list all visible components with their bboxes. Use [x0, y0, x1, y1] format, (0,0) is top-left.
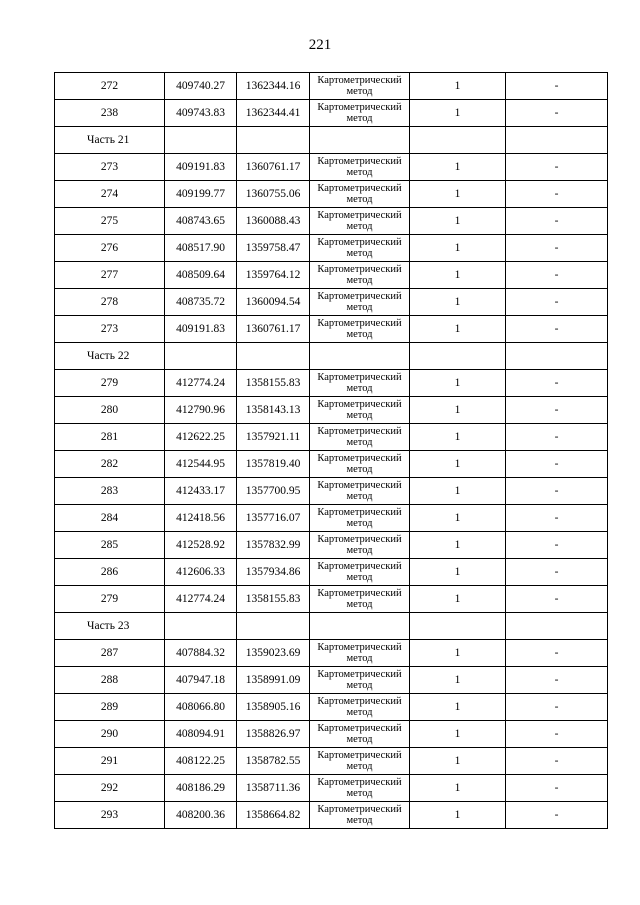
table-row: [55, 73, 608, 100]
method-line1: Картометрический: [317, 318, 402, 329]
coordinate-y-cell: 1360755.06: [237, 181, 310, 208]
coordinate-y-cell: 1359758.47: [237, 235, 310, 262]
coordinate-y-cell: 1357921.11: [237, 424, 310, 451]
note-cell: -: [506, 775, 608, 802]
note-cell: -: [506, 235, 608, 262]
coordinate-x-cell: 412622.25: [165, 424, 237, 451]
coordinate-x-cell: 408186.29: [165, 775, 237, 802]
method-line1: Картометрический: [317, 480, 402, 491]
note-cell: -: [506, 532, 608, 559]
table-row: [55, 586, 608, 613]
method-cell: [310, 586, 410, 613]
method-line1: Картометрический: [317, 102, 402, 113]
coordinate-x-cell: 409740.27: [165, 73, 237, 100]
coordinates-table-body: [55, 73, 608, 829]
coordinate-x-cell: 409191.83: [165, 316, 237, 343]
coordinate-x-cell: 408509.64: [165, 262, 237, 289]
coordinate-x-cell: 408200.36: [165, 802, 237, 829]
method-line1: Картометрический: [317, 561, 402, 572]
accuracy-cell: 1: [410, 181, 506, 208]
method-line2: метод: [346, 113, 373, 124]
method-line1: Картометрический: [317, 669, 402, 680]
method-line1: Картометрический: [317, 372, 402, 383]
empty-cell: [506, 613, 608, 640]
coordinate-x-cell: 408094.91: [165, 721, 237, 748]
method-line2: метод: [346, 572, 373, 583]
empty-cell: [237, 127, 310, 154]
method-cell: [310, 262, 410, 289]
accuracy-cell: 1: [410, 532, 506, 559]
method-line1: Картометрический: [317, 642, 402, 653]
coordinate-y-cell: 1358826.97: [237, 721, 310, 748]
method-line2: метод: [346, 86, 373, 97]
method-line2: метод: [346, 815, 373, 826]
empty-cell: [310, 343, 410, 370]
empty-cell: [410, 127, 506, 154]
coordinate-x-cell: 412774.24: [165, 370, 237, 397]
method-line1: Картометрический: [317, 750, 402, 761]
table-row: [55, 289, 608, 316]
method-cell: [310, 532, 410, 559]
coordinate-y-cell: 1357832.99: [237, 532, 310, 559]
note-cell: -: [506, 100, 608, 127]
coordinate-y-cell: 1358905.16: [237, 694, 310, 721]
empty-cell: [410, 343, 506, 370]
table-row: [55, 748, 608, 775]
empty-cell: [506, 127, 608, 154]
point-number-cell: 281: [55, 424, 165, 451]
coordinate-x-cell: 409743.83: [165, 100, 237, 127]
note-cell: -: [506, 73, 608, 100]
note-cell: -: [506, 424, 608, 451]
coordinate-x-cell: 412544.95: [165, 451, 237, 478]
table-row: [55, 721, 608, 748]
method-line1: Картометрический: [317, 156, 402, 167]
coordinate-x-cell: 412790.96: [165, 397, 237, 424]
method-cell: [310, 721, 410, 748]
point-number-cell: 274: [55, 181, 165, 208]
empty-cell: [237, 343, 310, 370]
method-line2: метод: [346, 248, 373, 259]
note-cell: -: [506, 397, 608, 424]
coordinate-y-cell: 1360761.17: [237, 316, 310, 343]
method-cell: [310, 451, 410, 478]
method-cell: [310, 424, 410, 451]
method-line1: Картометрический: [317, 75, 402, 86]
method-line2: метод: [346, 734, 373, 745]
section-label: Часть 23: [55, 613, 165, 640]
point-number-cell: 275: [55, 208, 165, 235]
coordinate-x-cell: 408735.72: [165, 289, 237, 316]
method-line2: метод: [346, 302, 373, 313]
coordinates-table: [54, 72, 608, 829]
note-cell: -: [506, 559, 608, 586]
note-cell: -: [506, 478, 608, 505]
table-row: [55, 235, 608, 262]
table-row: [55, 532, 608, 559]
table-row: [55, 262, 608, 289]
table-row: [55, 667, 608, 694]
coordinate-x-cell: 412606.33: [165, 559, 237, 586]
method-line2: метод: [346, 707, 373, 718]
point-number-cell: 279: [55, 586, 165, 613]
coordinate-x-cell: 412418.56: [165, 505, 237, 532]
coordinate-y-cell: 1359023.69: [237, 640, 310, 667]
accuracy-cell: 1: [410, 154, 506, 181]
method-cell: [310, 478, 410, 505]
coordinate-x-cell: 412528.92: [165, 532, 237, 559]
method-line2: метод: [346, 275, 373, 286]
coordinate-y-cell: 1358664.82: [237, 802, 310, 829]
coordinate-y-cell: 1357934.86: [237, 559, 310, 586]
accuracy-cell: 1: [410, 424, 506, 451]
method-line2: метод: [346, 680, 373, 691]
method-cell: [310, 505, 410, 532]
method-line2: метод: [346, 464, 373, 475]
method-line2: метод: [346, 437, 373, 448]
point-number-cell: 284: [55, 505, 165, 532]
method-line1: Картометрический: [317, 804, 402, 815]
method-cell: [310, 181, 410, 208]
method-line2: метод: [346, 599, 373, 610]
table-row: [55, 370, 608, 397]
method-line1: Картометрический: [317, 210, 402, 221]
coordinate-x-cell: 409191.83: [165, 154, 237, 181]
coordinate-y-cell: 1357819.40: [237, 451, 310, 478]
method-cell: [310, 370, 410, 397]
point-number-cell: 277: [55, 262, 165, 289]
point-number-cell: 272: [55, 73, 165, 100]
accuracy-cell: 1: [410, 640, 506, 667]
coordinate-x-cell: 408517.90: [165, 235, 237, 262]
point-number-cell: 280: [55, 397, 165, 424]
coordinate-y-cell: 1358155.83: [237, 586, 310, 613]
note-cell: -: [506, 208, 608, 235]
empty-cell: [165, 127, 237, 154]
point-number-cell: 238: [55, 100, 165, 127]
point-number-cell: 293: [55, 802, 165, 829]
method-line1: Картометрический: [317, 588, 402, 599]
method-cell: [310, 100, 410, 127]
method-cell: [310, 802, 410, 829]
note-cell: -: [506, 262, 608, 289]
coordinate-x-cell: 412433.17: [165, 478, 237, 505]
coordinate-y-cell: 1360761.17: [237, 154, 310, 181]
point-number-cell: 290: [55, 721, 165, 748]
section-label: Часть 22: [55, 343, 165, 370]
note-cell: -: [506, 802, 608, 829]
method-line2: метод: [346, 410, 373, 421]
accuracy-cell: 1: [410, 316, 506, 343]
method-line1: Картометрический: [317, 723, 402, 734]
section-header-row: [55, 127, 608, 154]
accuracy-cell: 1: [410, 370, 506, 397]
method-cell: [310, 667, 410, 694]
coordinate-y-cell: 1358143.13: [237, 397, 310, 424]
method-cell: [310, 640, 410, 667]
accuracy-cell: 1: [410, 397, 506, 424]
method-line2: метод: [346, 167, 373, 178]
coordinate-y-cell: 1358991.09: [237, 667, 310, 694]
point-number-cell: 286: [55, 559, 165, 586]
coordinate-y-cell: 1360088.43: [237, 208, 310, 235]
empty-cell: [410, 613, 506, 640]
method-line2: метод: [346, 491, 373, 502]
empty-cell: [165, 613, 237, 640]
method-cell: [310, 559, 410, 586]
method-cell: [310, 748, 410, 775]
table-row: [55, 100, 608, 127]
accuracy-cell: 1: [410, 208, 506, 235]
method-cell: [310, 694, 410, 721]
accuracy-cell: 1: [410, 505, 506, 532]
table-row: [55, 424, 608, 451]
method-cell: [310, 289, 410, 316]
accuracy-cell: 1: [410, 73, 506, 100]
point-number-cell: 289: [55, 694, 165, 721]
table-row: [55, 397, 608, 424]
method-cell: [310, 775, 410, 802]
point-number-cell: 279: [55, 370, 165, 397]
coordinate-x-cell: 409199.77: [165, 181, 237, 208]
point-number-cell: 287: [55, 640, 165, 667]
method-line2: метод: [346, 518, 373, 529]
point-number-cell: 273: [55, 154, 165, 181]
accuracy-cell: 1: [410, 559, 506, 586]
note-cell: -: [506, 721, 608, 748]
empty-cell: [310, 613, 410, 640]
section-header-row: [55, 343, 608, 370]
note-cell: -: [506, 370, 608, 397]
coordinate-y-cell: 1357716.07: [237, 505, 310, 532]
accuracy-cell: 1: [410, 667, 506, 694]
accuracy-cell: 1: [410, 478, 506, 505]
point-number-cell: 278: [55, 289, 165, 316]
method-line1: Картометрический: [317, 183, 402, 194]
method-cell: [310, 208, 410, 235]
note-cell: -: [506, 748, 608, 775]
table-row: [55, 640, 608, 667]
method-line1: Картометрический: [317, 291, 402, 302]
note-cell: -: [506, 505, 608, 532]
method-line1: Картометрический: [317, 237, 402, 248]
accuracy-cell: 1: [410, 694, 506, 721]
point-number-cell: 283: [55, 478, 165, 505]
empty-cell: [165, 343, 237, 370]
table-row: [55, 694, 608, 721]
coordinate-y-cell: 1358782.55: [237, 748, 310, 775]
section-header-row: [55, 613, 608, 640]
method-line1: Картометрический: [317, 453, 402, 464]
accuracy-cell: 1: [410, 262, 506, 289]
empty-cell: [310, 127, 410, 154]
table-row: [55, 478, 608, 505]
coordinate-y-cell: 1362344.41: [237, 100, 310, 127]
accuracy-cell: 1: [410, 721, 506, 748]
note-cell: -: [506, 289, 608, 316]
point-number-cell: 285: [55, 532, 165, 559]
method-cell: [310, 397, 410, 424]
method-line2: метод: [346, 788, 373, 799]
point-number-cell: 282: [55, 451, 165, 478]
note-cell: -: [506, 667, 608, 694]
coordinate-x-cell: 408743.65: [165, 208, 237, 235]
table-row: [55, 451, 608, 478]
empty-cell: [237, 613, 310, 640]
note-cell: -: [506, 640, 608, 667]
coordinate-x-cell: 408122.25: [165, 748, 237, 775]
table-row: [55, 559, 608, 586]
point-number-cell: 276: [55, 235, 165, 262]
accuracy-cell: 1: [410, 775, 506, 802]
method-cell: [310, 316, 410, 343]
note-cell: -: [506, 451, 608, 478]
note-cell: -: [506, 694, 608, 721]
accuracy-cell: 1: [410, 289, 506, 316]
accuracy-cell: 1: [410, 748, 506, 775]
method-line1: Картометрический: [317, 534, 402, 545]
accuracy-cell: 1: [410, 586, 506, 613]
table-row: [55, 208, 608, 235]
table-row: [55, 316, 608, 343]
coordinate-y-cell: 1360094.54: [237, 289, 310, 316]
method-line2: метод: [346, 329, 373, 340]
method-line1: Картометрический: [317, 399, 402, 410]
method-line1: Картометрический: [317, 507, 402, 518]
method-line2: метод: [346, 221, 373, 232]
note-cell: -: [506, 181, 608, 208]
empty-cell: [506, 343, 608, 370]
coordinate-x-cell: 407884.32: [165, 640, 237, 667]
method-line2: метод: [346, 653, 373, 664]
method-line1: Картометрический: [317, 777, 402, 788]
coordinate-y-cell: 1357700.95: [237, 478, 310, 505]
table-row: [55, 505, 608, 532]
method-line1: Картометрический: [317, 696, 402, 707]
coordinate-y-cell: 1358711.36: [237, 775, 310, 802]
accuracy-cell: 1: [410, 802, 506, 829]
accuracy-cell: 1: [410, 235, 506, 262]
coordinate-y-cell: 1358155.83: [237, 370, 310, 397]
point-number-cell: 291: [55, 748, 165, 775]
note-cell: -: [506, 586, 608, 613]
method-cell: [310, 154, 410, 181]
point-number-cell: 288: [55, 667, 165, 694]
table-row: [55, 802, 608, 829]
table-row: [55, 154, 608, 181]
section-label: Часть 21: [55, 127, 165, 154]
accuracy-cell: 1: [410, 451, 506, 478]
method-line2: метод: [346, 194, 373, 205]
coordinate-x-cell: 412774.24: [165, 586, 237, 613]
point-number-cell: 292: [55, 775, 165, 802]
method-line2: метод: [346, 761, 373, 772]
method-cell: [310, 73, 410, 100]
method-cell: [310, 235, 410, 262]
method-line2: метод: [346, 545, 373, 556]
accuracy-cell: 1: [410, 100, 506, 127]
coordinate-x-cell: 407947.18: [165, 667, 237, 694]
method-line1: Картометрический: [317, 264, 402, 275]
coordinate-x-cell: 408066.80: [165, 694, 237, 721]
table-row: [55, 181, 608, 208]
note-cell: -: [506, 316, 608, 343]
method-line1: Картометрический: [317, 426, 402, 437]
coordinate-y-cell: 1362344.16: [237, 73, 310, 100]
note-cell: -: [506, 154, 608, 181]
page-number: 221: [308, 37, 332, 53]
point-number-cell: 273: [55, 316, 165, 343]
table-row: [55, 775, 608, 802]
method-line2: метод: [346, 383, 373, 394]
coordinate-y-cell: 1359764.12: [237, 262, 310, 289]
